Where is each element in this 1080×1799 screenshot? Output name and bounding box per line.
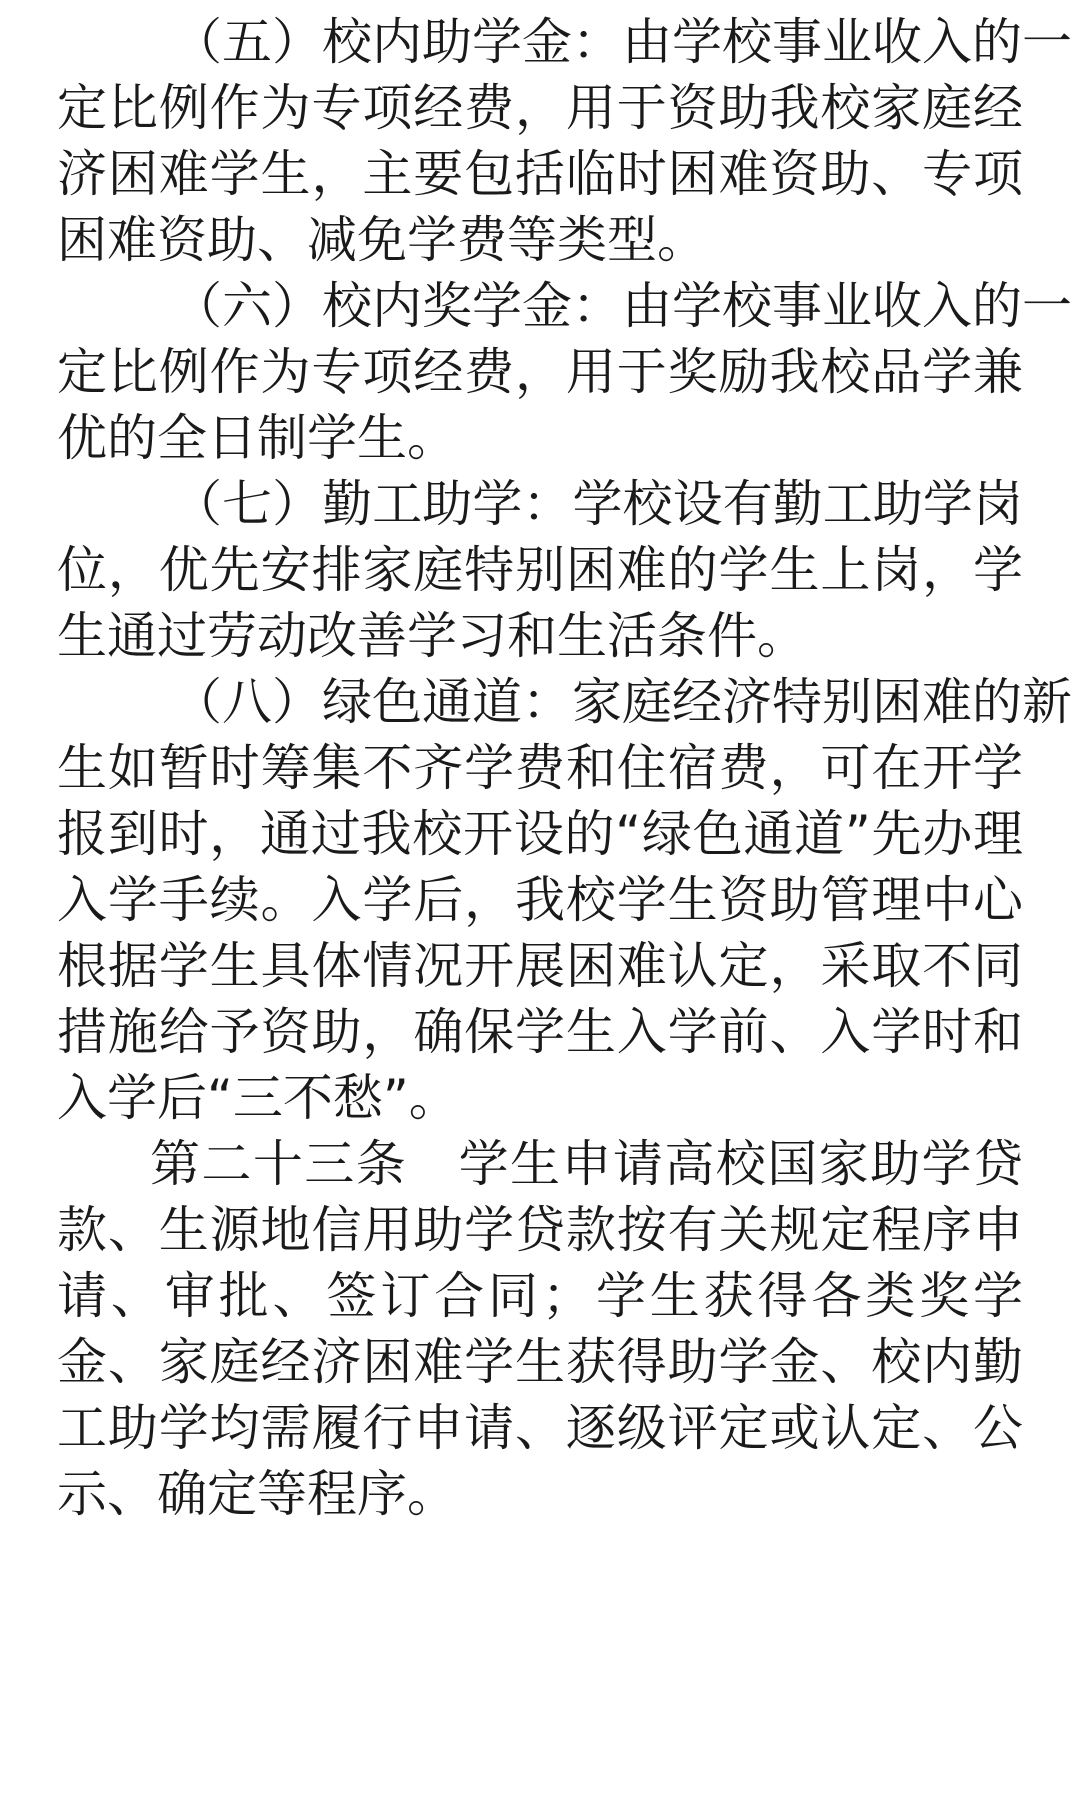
text-line: 工助学均需履行申请、逐级评定或认定、公 (57, 1399, 1023, 1457)
text-line: （六）校内奖学金：由学校事业收入的一 (172, 277, 1072, 335)
text-line: 济困难学生，主要包括临时困难资助、专项 (57, 145, 1023, 203)
text-line: 第二十三条 学生申请高校国家助学贷 (150, 1135, 1023, 1193)
text-line: 生如暂时筹集不齐学费和住宿费，可在开学 (57, 739, 1023, 797)
text-line: （八）绿色通道：家庭经济特别困难的新 (172, 673, 1072, 731)
text-line: 定比例作为专项经费，用于资助我校家庭经 (57, 79, 1023, 137)
text-line: 优的全日制学生。 (57, 409, 457, 467)
text-line: 示、确定等程序。 (57, 1465, 457, 1523)
text-line: 款、生源地信用助学贷款按有关规定程序申 (57, 1201, 1023, 1259)
text-line: 措施给予资助，确保学生入学前、入学时和 (57, 1003, 1023, 1061)
text-line: 位，优先安排家庭特别困难的学生上岗，学 (57, 541, 1023, 599)
text-line: 困难资助、减免学费等类型。 (57, 211, 707, 269)
text-line: 入学后“三不愁”。 (57, 1069, 459, 1127)
text-line: 金、家庭经济困难学生获得助学金、校内勤 (57, 1333, 1023, 1391)
text-line: （五）校内助学金：由学校事业收入的一 (172, 13, 1072, 71)
text-line: （七）勤工助学：学校设有勤工助学岗 (172, 475, 1023, 533)
text-line: 根据学生具体情况开展困难认定，采取不同 (57, 937, 1023, 995)
text-line: 请、审批、签订合同；学生获得各类奖学 (57, 1267, 1023, 1325)
text-line: 定比例作为专项经费，用于奖励我校品学兼 (57, 343, 1023, 401)
text-line: 入学手续。入学后，我校学生资助管理中心 (57, 871, 1023, 929)
text-line: 生通过劳动改善学习和生活条件。 (57, 607, 807, 665)
text-line: 报到时，通过我校开设的“绿色通道”先办理 (57, 805, 1023, 863)
